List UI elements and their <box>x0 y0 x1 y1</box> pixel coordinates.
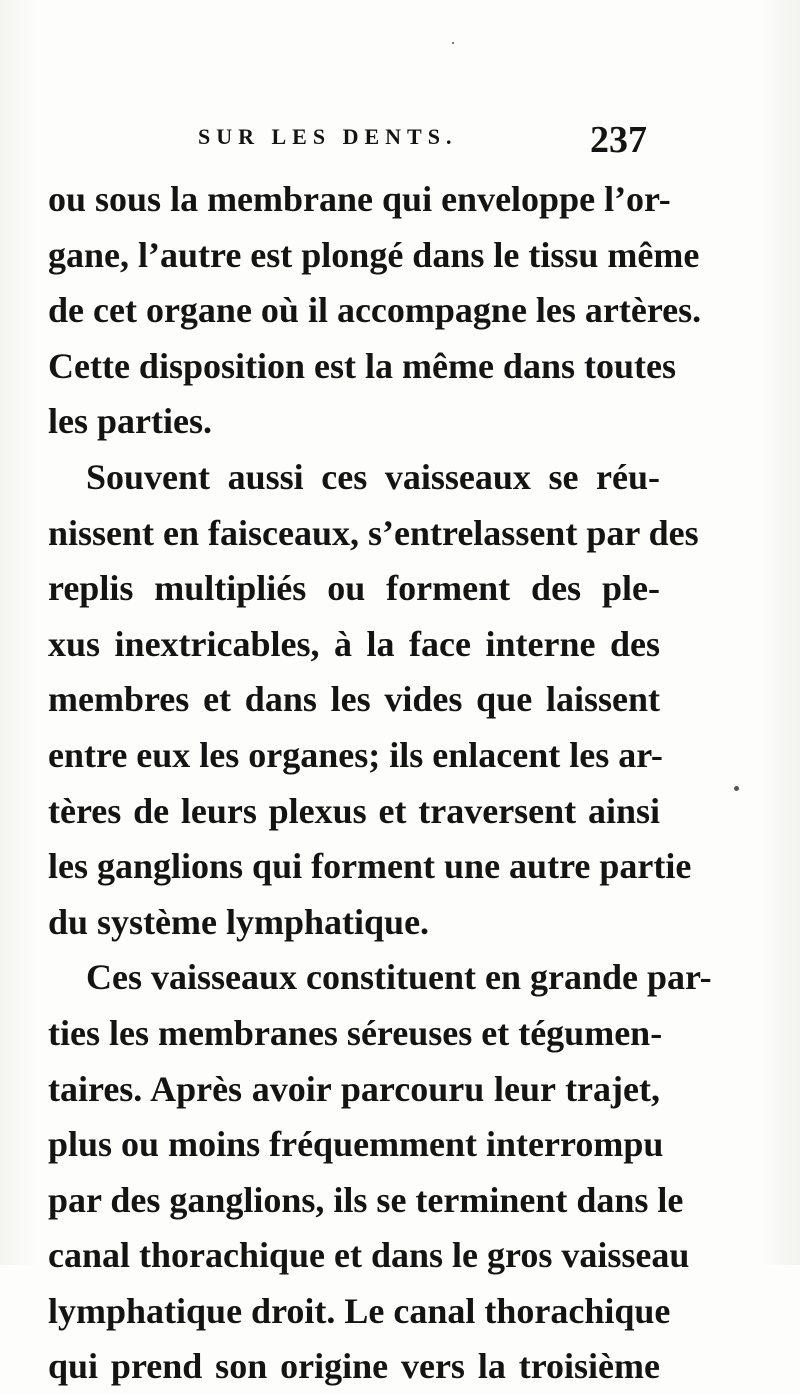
text-line: les ganglions qui forment une autre partie <box>48 846 692 887</box>
text-line: du système lymphatique. <box>48 901 430 942</box>
text-line: les parties. <box>48 401 212 442</box>
text-line: de cet organe où il accompagne les artères. <box>48 290 702 331</box>
text-line: replis multipliés ou forment des ple- <box>48 568 660 609</box>
running-header <box>0 118 800 168</box>
text-line: Cette disposition est la même dans toutes <box>48 345 676 386</box>
ink-speck <box>452 42 454 44</box>
text-line: Ces vaisseaux constituent en grande par- <box>86 957 712 998</box>
ink-speck <box>734 786 739 791</box>
text-line: lymphatique droit. Le canal thorachique <box>48 1290 671 1331</box>
text-line: plus ou moins fréquemment interrompu <box>48 1124 664 1165</box>
text-line: ties les membranes séreuses et tégumen- <box>48 1012 663 1053</box>
text-line: tères de leurs plexus et traversent ainsi <box>48 790 660 831</box>
page-number: 237 <box>590 119 647 161</box>
text-line: entre eux les organes; ils enlacent les ar- <box>48 734 663 775</box>
text-line: canal thorachique et dans le gros vaisseau <box>48 1235 690 1276</box>
text-line: xus inextricables, à la face interne des <box>48 623 660 664</box>
text-line: membres et dans les vides que laissent <box>48 679 660 720</box>
text-line: qui prend son origine vers la troisième <box>48 1346 660 1387</box>
text-line: Souvent aussi ces vaisseaux se réu- <box>86 456 660 497</box>
text-line: taires. Après avoir parcouru leur trajet, <box>48 1068 660 1109</box>
running-title: SUR LES DENTS. <box>198 124 458 149</box>
text-line: nissent en faisceaux, s’entrelassent par des <box>48 512 699 553</box>
text-line: gane, l’autre est plongé dans le tissu même <box>48 234 700 275</box>
text-line: par des ganglions, ils se terminent dans le <box>48 1179 684 1220</box>
text-line: ou sous la membrane qui enveloppe l’or- <box>48 179 671 219</box>
body-text <box>48 172 712 1395</box>
